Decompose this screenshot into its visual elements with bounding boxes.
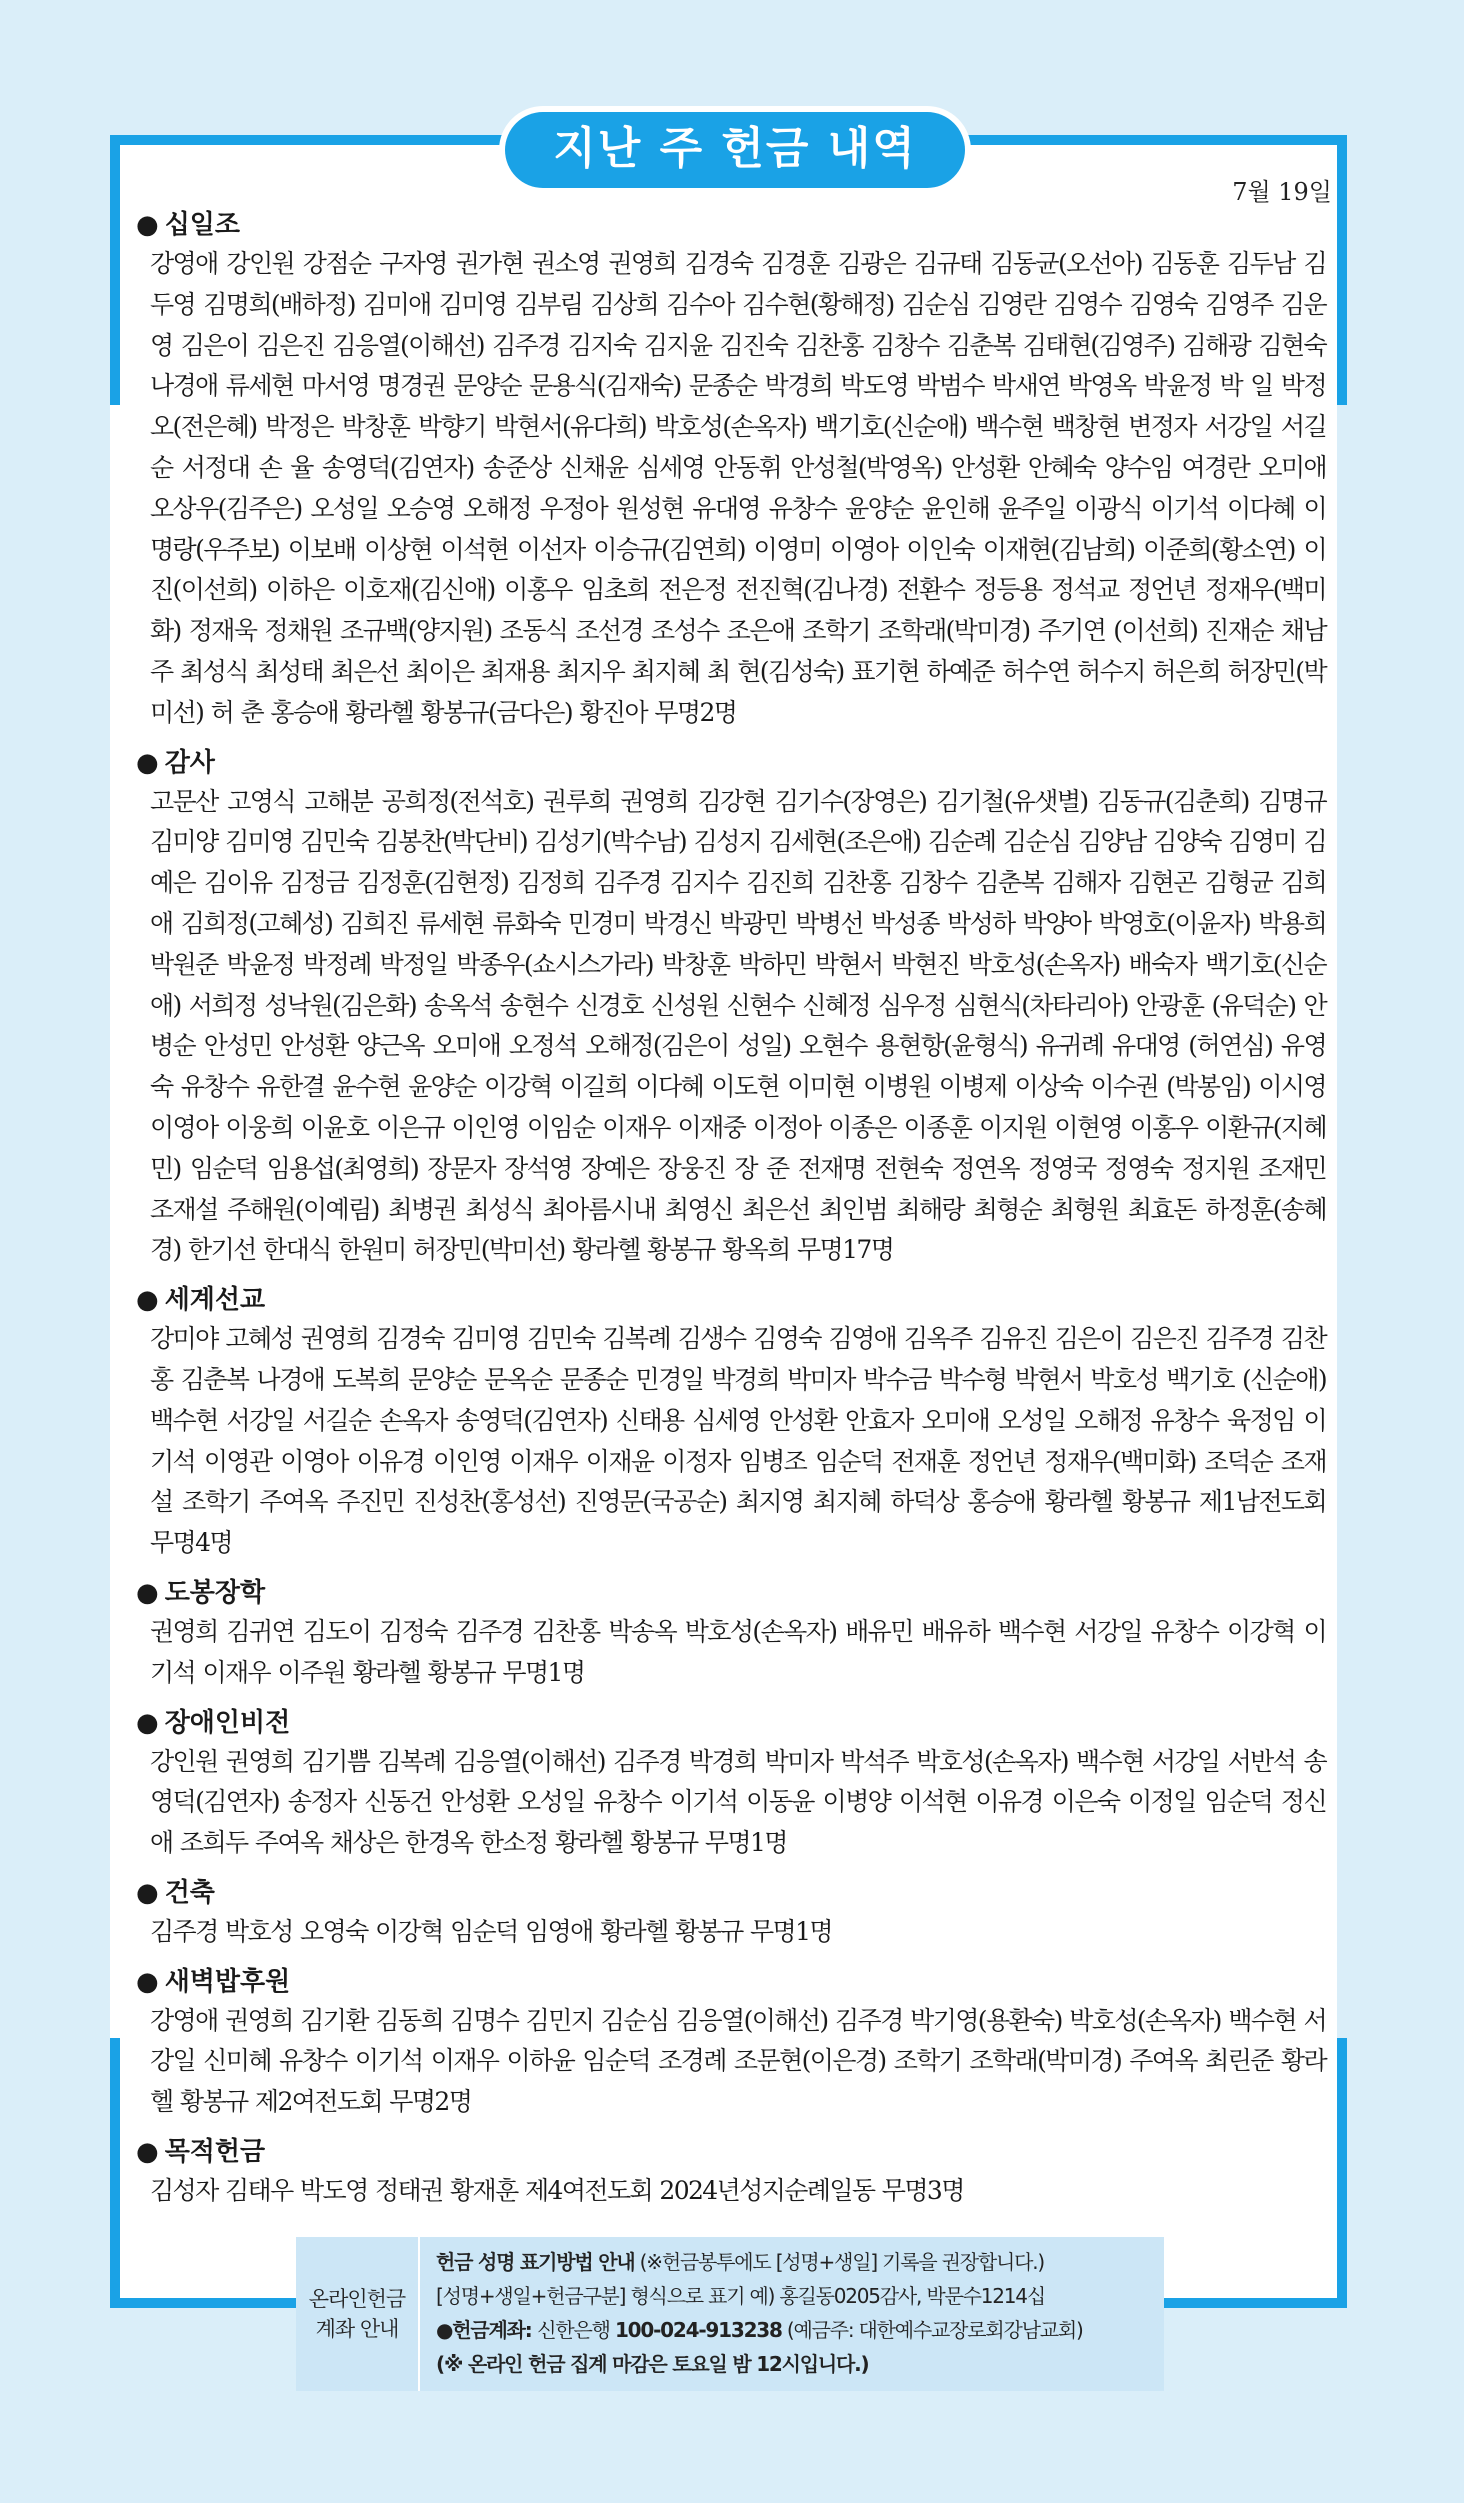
- section-title: 건축: [164, 1877, 215, 1908]
- bullet-icon: ●: [136, 2137, 159, 2168]
- bullet-icon: ●: [136, 1285, 159, 1316]
- section-heading: [136, 2133, 1326, 2171]
- bullet-icon: ●: [136, 747, 159, 778]
- section-title: 도봉장학: [164, 1577, 266, 1608]
- section-title: 새벽밥후원: [164, 1966, 291, 1997]
- account-label: ●헌금계좌:: [436, 2318, 538, 2342]
- bullet-icon: ●: [136, 1877, 159, 1908]
- report-date: 7월 19일: [1232, 178, 1332, 206]
- section-scholarship: [136, 1574, 1326, 1694]
- donor-names: 권영희 김귀연 김도이 김정숙 김주경 김찬홍 박송옥 박호성(손옥자) 배유민 배유하 백수현 서강일 유창수 이강혁 이기석 이재우 이주원 황라헬 황봉규 무명1명: [150, 1616, 1326, 1687]
- section-tithe: [136, 206, 1326, 734]
- section-title: 십일조: [164, 210, 241, 240]
- account-number: 100-024-913238: [614, 2318, 782, 2342]
- notice-text: (※헌금봉투에도 [성명+생일] 기록을 권장합니다.): [634, 2250, 1044, 2274]
- donor-names: 김주경 박호성 오영숙 이강혁 임순덕 임영애 황라헬 황봉규 무명1명: [150, 1916, 832, 1946]
- notice-body: [420, 2237, 1164, 2391]
- bank-name: 신한은행: [537, 2318, 615, 2342]
- notice-heading: 헌금 성명 표기방법 안내: [436, 2250, 635, 2274]
- notice-deadline: (※ 온라인 헌금 집계 마감은 토요일 밤 12시입니다.): [436, 2352, 869, 2376]
- notice-label-line: 온라인헌금: [308, 2287, 406, 2311]
- donor-names: 김성자 김태우 박도영 정태권 황재훈 제4여전도회 2024년성지순례일동 무명3명: [150, 2176, 964, 2206]
- notice-line: [436, 2245, 1154, 2279]
- section-title: 장애인비전: [164, 1707, 291, 1738]
- section-heading: [136, 1574, 1326, 1612]
- notice-line: [436, 2313, 1154, 2347]
- bullet-icon: ●: [136, 1577, 159, 1608]
- section-thanksgiving: [136, 744, 1326, 1272]
- donor-names: 강미야 고혜성 권영희 김경숙 김미영 김민숙 김복례 김생수 김영숙 김영애 김옥주 김유진 김은이 김은진 김주경 김찬홍 김춘복 나경애 도복희 문양순 문옥순 문종순 민경일 박경희 박미자 박수금 박수형 박현서 박호성 백기호 (신순애) 백수현 서강일 서길순 손옥자 송영덕(김연자) 신태용 심세영 안성환 안효자 오미애 오성일 오해정 유창수 육정임 이기석 이영관 이영아 이유경 이인영 이재우 이재윤 이정자 임병조 임순덕 전재훈 정언년 정재우(백미화) 조덕순 조재설 조학기 주여옥 주진민 진성찬(홍성선) 진영문(국공순) 최지영 최지혜 하덕상 홍승애 황라헬 황봉규 제1남전도회 무명4명: [150, 1324, 1326, 1558]
- account-holder: (예금주: 대한예수교장로회강남교회): [781, 2318, 1083, 2342]
- section-world-mission: [136, 1281, 1326, 1564]
- donor-names: 고문산 고영식 고해분 공희정(전석호) 권루희 권영희 김강현 김기수(장영은) 김기철(유샛별) 김동규(김춘희) 김명규 김미양 김미영 김민숙 김봉찬(박단비) 김성기(박수남) 김성지 김세현(조은애) 김순례 김순심 김양남 김양숙 김영미 김예은 김이유 김정금 김정훈(김현정) 김정희 김주경 김지수 김진희 김찬홍 김창수 김춘복 김해자 김현곤 김형균 김희애 김희정(고혜성) 김희진 류세현 류화숙 민경미 박경신 박광민 박병선 박성종 박성하 박양아 박영호(이윤자) 박용희 박원준 박윤정 박정례 박정일 박종우(쇼시스가라) 박창훈 박하민 박현서 박현진 박호성(손옥자) 배숙자 백기호(신순애) 서희정 성낙원(김은화) 송옥석 송현수 신경호 신성원 신현수 신혜정 심우정 심현식(차타리아) 안광훈 (유덕순) 안병순 안성민 안성환 양근옥 오미애 오정석 오해정(김은이 성일) 오현수 용현항(윤형식) 유귀례 유대영 (허연심) 유영숙 유창수 유한결 윤수현 윤양순 이강혁 이길희 이다혜 이도현 이미현 이병원 이병제 이상숙 이수권 (박봉임) 이시영 이영아 이웅희 이윤호 이은규 이인영 이임순 이재우 이재중 이정아 이종은 이종훈 이지원 이현영 이홍우 이환규(지혜민) 임순덕 임용섭(최영희) 장문자 장석영 장예은 장웅진 장 준 전재명 전현숙 정연옥 정영국 정영숙 정지원 조재민 조재설 주해원(이예림) 최병권 최성식 최아름시내 최영신 최은선 최인범 최해랑 최형순 최형원 최효돈 하정훈(송혜경) 한기선 한대식 한원미 허장민(박미선) 황라헬 황봉규 황옥희 무명17명: [150, 786, 1326, 1265]
- bullet-icon: ●: [136, 1707, 159, 1738]
- section-heading: [136, 744, 1326, 782]
- section-heading: [136, 1704, 1326, 1742]
- bullet-icon: ●: [136, 210, 159, 240]
- section-heading: [136, 1281, 1326, 1319]
- section-designated: [136, 2133, 1326, 2212]
- section-heading: [136, 206, 1326, 244]
- section-building: [136, 1874, 1326, 1953]
- section-dawn-meal: [136, 1963, 1326, 2123]
- bullet-icon: ●: [136, 1966, 159, 1997]
- section-title: 감사: [164, 747, 215, 778]
- section-disability-vision: [136, 1704, 1326, 1864]
- donor-names: 강영애 권영희 김기환 김동희 김명수 김민지 김순심 김응열(이해선) 김주경 박기영(용환숙) 박호성(손옥자) 백수현 서강일 신미혜 유창수 이기석 이재우 이하윤 임순덕 조경례 조문현(이은경) 조학기 조학래(박미경) 주여옥 최린준 황라헬 황봉규 제2여전도회 무명2명: [150, 2005, 1326, 2117]
- notice-line: [성명+생일+헌금구분] 형식으로 표기 예) 홍길동0205감사, 박문수1214십: [436, 2284, 1045, 2308]
- donor-names: 강인원 권영희 김기쁨 김복례 김응열(이해선) 김주경 박경희 박미자 박석주 박호성(손옥자) 백수현 서강일 서반석 송영덕(김연자) 송정자 신동건 안성환 오성일 유창수 이기석 이동윤 이병양 이석현 이유경 이은숙 이정일 임순덕 정신애 조희두 주여옥 채상은 한경옥 한소정 황라헬 황봉규 무명1명: [150, 1746, 1326, 1858]
- section-title: 세계선교: [164, 1285, 266, 1316]
- section-heading: [136, 1874, 1326, 1912]
- notice-label: [296, 2237, 420, 2391]
- notice-label-line: 계좌 안내: [315, 2317, 399, 2341]
- section-title: 목적헌금: [164, 2137, 266, 2168]
- offering-list: [136, 206, 1326, 2222]
- section-heading: [136, 1963, 1326, 2001]
- donor-names: 강영애 강인원 강점순 구자영 권가현 권소영 권영희 김경숙 김경훈 김광은 김규태 김동균(오선아) 김동훈 김두남 김두영 김명희(배하정) 김미애 김미영 김부림 김상희 김수아 김수현(황해정) 김순심 김영란 김영수 김영숙 김영주 김운영 김은이 김은진 김응열(이해선) 김주경 김지숙 김지윤 김진숙 김찬홍 김창수 김춘복 김태현(김영주) 김해광 김현숙 나경애 류세현 마서영 명경권 문양순 문용식(김재숙) 문종순 박경희 박도영 박범수 박새연 박영옥 박윤정 박 일 박정오(전은혜) 박정은 박창훈 박향기 박현서(유다희) 박호성(손옥자) 백기호(신순애) 백수현 백창현 변정자 서강일 서길순 서정대 손 율 송영덕(김연자) 송준상 신채윤 심세영 안동휘 안성철(박영옥) 안성환 안혜숙 양수임 여경란 오미애 오상우(김주은) 오성일 오승영 오해정 우정아 원성현 유대영 유창수 윤양순 윤인해 윤주일 이광식 이기석 이다혜 이명랑(우주보) 이보배 이상현 이석현 이선자 이승규(김연희) 이영미 이영아 이인숙 이재현(김남희) 이준희(황소연) 이 진(이선희) 이하은 이호재(김신애) 이홍우 임초희 전은정 전진혁(김나경) 전환수 정등용 정석교 정언년 정재우(백미화) 정재욱 정채원 조규백(양지원) 조동식 조선경 조성수 조은애 조학기 조학래(박미경) 주기연 (이선희) 진재순 채남주 최성식 최성태 최은선 최이은 최재용 최지우 최지혜 최 현(김성숙) 표기현 하예준 허수연 허수지 허은희 허장민(박미선) 허 춘 홍승애 황라헬 황봉규(금다은) 황진아 무명2명: [150, 249, 1326, 727]
- online-offering-notice: [296, 2237, 1164, 2391]
- page-title: 지난 주 헌금 내역: [505, 112, 965, 188]
